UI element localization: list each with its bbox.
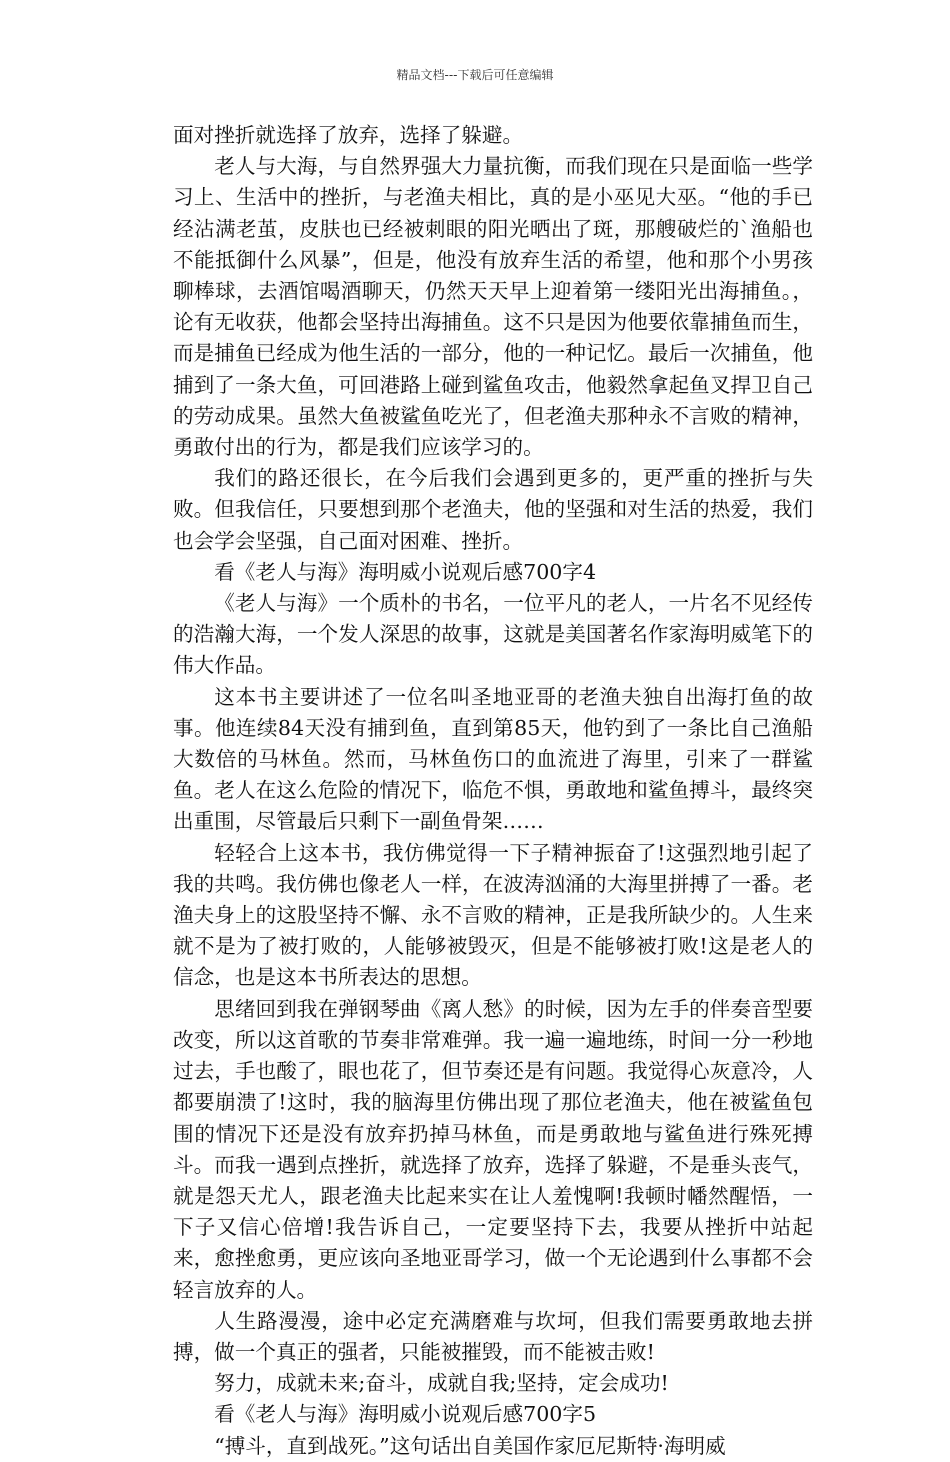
section-heading: 看《老人与海》海明威小说观后感700字4 <box>214 559 597 584</box>
paragraph: 思绪回到我在弹钢琴曲《离人愁》的时候，因为左手的伴奏音型要改变，所以这首歌的节奏非常难弹。我一遍一遍地练，时间一分一秒地过去，手也酸了，眼也花了，但节奏还是有问题。我觉得心灰意冷，人都要崩溃了!这时，我的脑海里仿佛出现了那位老渔夫，他在被鲨鱼包围的情况下还是没有放弃扔掉马林鱼，而是勇敢地与鲨鱼进行殊死搏斗。而我一遇到点挫折，就选择了放弃，选择了躲避，不是垂头丧气，就是怨天尤人，跟老渔夫比起来实在让人羞愧啊!我顿时幡然醒悟，一下子又信心倍增!我告诉自己，一定要坚持下去，我要从挫折中站起来，愈挫愈勇，更应该向圣地亚哥学习，做一个无论遇到什么事都不会轻言放弃的人。 <box>173 996 813 1302</box>
paragraph: 我们的路还很长，在今后我们会遇到更多的，更严重的挫折与失败。但我信任，只要想到那个老渔夫，他的坚强和对生活的热爱，我们也会学会坚强，自己面对困难、挫折。 <box>173 466 813 553</box>
paragraph: 轻轻合上这本书，我仿佛觉得一下子精神振奋了!这强烈地引起了我的共鸣。我仿佛也像老人一样，在波涛汹涌的大海里拼搏了一番。老渔夫身上的这股坚持不懈、永不言败的精神，正是我所缺少的。人生来就不是为了被打败的，人能够被毁灭，但是不能够被打败!这是老人的信念，也是这本书所表达的思想。 <box>173 840 813 990</box>
paragraph: “搏斗，直到战死。”这句话出自美国作家厄尼斯特·海明威 <box>214 1433 726 1458</box>
paragraph: 面对挫折就选择了放弃，选择了躲避。 <box>173 123 524 147</box>
paragraph: 人生路漫漫，途中必定充满磨难与坎坷，但我们需要勇敢地去拼搏，做一个真正的强者，只能被摧毁，而不能被击败! <box>173 1308 813 1364</box>
paragraph: 《老人与海》一个质朴的书名，一位平凡的老人，一片名不见经传的浩瀚大海，一个发人深思的故事，这就是美国著名作家海明威笔下的伟大作品。 <box>173 591 813 678</box>
paragraph: 努力，成就未来;奋斗，成就自我;坚持，定会成功! <box>214 1371 669 1396</box>
paragraph: 老人与大海，与自然界强大力量抗衡，而我们现在只是面临一些学习上、生活中的挫折，与老渔夫相比，真的是小巫见大巫。“他的手已经沾满老茧，皮肤也已经被刺眼的阳光晒出了斑，那艘破烂的`渔船也不能抵御什么风暴”，但是，他没有放弃生活的希望，他和那个小男孩聊棒球，去酒馆喝酒聊天，仍然天天早上迎着第一缕阳光出海捕鱼。，论有无收获，他都会坚持出海捕鱼。这不只是因为他要依靠捕鱼而生，而是捕鱼已经成为他生活的一部分，他的一种记忆。最后一次捕鱼，他捕到了一条大鱼，可回港路上碰到鲨鱼攻击，他毅然拿起鱼叉捍卫自己的劳动成果。虽然大鱼被鲨鱼吃光了，但老渔夫那种永不言败的精神，勇敢付出的行为，都是我们应该学习的。 <box>173 154 813 460</box>
page-header: 精品文档---下载后可任意编辑 <box>396 68 554 82</box>
section-heading: 看《老人与海》海明威小说观后感700字5 <box>214 1402 597 1427</box>
document-body <box>173 120 813 1462</box>
paragraph: 这本书主要讲述了一位名叫圣地亚哥的老渔夫独自出海打鱼的故事。他连续84天没有捕到鱼，直到第85天，他钓到了一条比自己渔船大数倍的马林鱼。然而，马林鱼伤口的血流进了海里，引来了一群鲨鱼。老人在这么危险的情况下，临危不惧，勇敢地和鲨鱼搏斗，最终突出重围，尽管最后只剩下一副鱼骨架…… <box>173 684 813 834</box>
